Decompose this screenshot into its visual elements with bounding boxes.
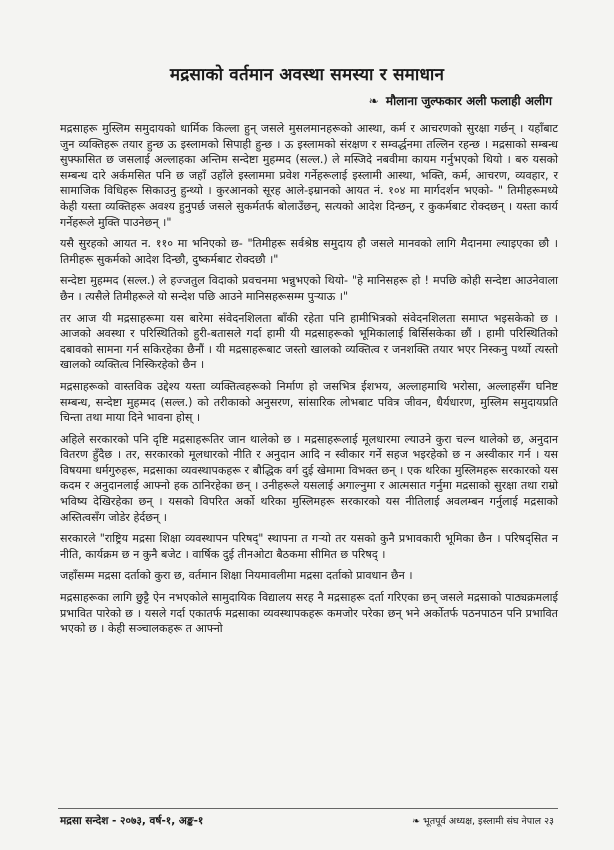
paragraph-6: अहिले सरकारको पनि दृष्टि मद्रसाहरूतिर जान थालेको छ । मद्रसाहरूलाई मूलधारमा ल्याउने कुरा चल्न थालेको छ, अनुदान वितरण हुँदैछ । तर, सरकारको मूलधारको नीति र अनुदान आदि न स्वीकार गर्ने सहज भइरहेको छ न अस्वीकार गर्न । यस विषयमा धर्मगुरुहरू, मद्रसाका व्यवस्थापकहरू र बौद्धिक वर्ग दुई खेमामा विभक्त छन् । एक थरिका मुस्लिमहरू सरकारको यस कदम र अनुदानलाई आफ्नो हक ठानिरहेका छन् । उनीहरूले यसलाई अगाल्नुमा र आत्मसात गर्नुमा मद्रसाको सुरक्षा तथा राम्रो भविष्य देखिरहेका छन् । यसको विपरित अर्को थरिका मुस्लिमहरू सरकारको यस नीतिलाई अवलम्बन गर्नुलाई मद्रसाको अस्तित्वसँग जोडेर हेर्दछन् ।: [60, 432, 558, 524]
author-line: [369, 92, 552, 109]
footer-divider: [58, 808, 558, 809]
footer-author-note: ❧ भूतपूर्व अध्यक्ष, इस्लामी संघ नेपाल २३: [412, 816, 554, 827]
article-title: मद्रसाको वर्तमान अवस्था समस्या र समाधान: [169, 65, 445, 85]
paragraph-4: तर आज यी मद्रसाहरूमा यस बारेमा संवेदनशिलता बाँकी रहेता पनि हामीभित्रको संवेदनशिलता समाप्त भइसकेको छ । आजको अवस्था र परिस्थितिको हुरी-बतासले गर्दा हामी यी मद्रसाहरूको भूमिकालाई बिर्सिसकेका छौं । हामी परिस्थितिको दबावको सामना गर्न सकिरहेका छैनौं । यी मद्रसाहरूबाट जस्तो खालको व्यक्तित्व र जनशक्ति तयार भएर निस्कनु पर्थ्यो त्यस्तो खालको व्यक्तित्व निस्किरहेको छैन ।: [60, 311, 558, 372]
paragraph-2: यसै सुरहको आयत न. ११० मा भनिएको छ- "तिमीहरू सर्वश्रेष्ठ समुदाय हौ जसले मानवको लागि मैदानमा ल्याइएका छौ । तिमीहरू सुकर्मको आदेश दिन्छौ, दुष्कर्मबाट रोक्दछौ ।": [60, 237, 558, 266]
paragraph-9: मद्रसाहरूका लागि छुट्टै ऐन नभएकोले सामुदायिक विद्यालय सरह नै मद्रसाहरू दर्ता गरिएका छन् जसले मद्रसाको पाठ्यक्रमलाई प्रभावित पारेको छ । यसले गर्दा एकातर्फ मद्रसाका व्यवस्थापकहरू कमजोर परेका छन् भने अर्कोतर्फ पठनपाठन पनि प्रभावित भएको छ । केही सञ्चालकहरू त आफ्नो: [60, 591, 558, 636]
footer-publication: मद्रसा सन्देश - २०७३, वर्ष-१, अङ्क-१: [60, 815, 204, 827]
paragraph-5: मद्रसाहरूको वास्तविक उद्देश्य यस्ता व्यक्तित्वहरूको निर्माण हो जसभित्र ईशभय, अल्लाहमाथि भरोसा, अल्लाहसँग घनिष्ट सम्बन्ध, सन्देष्टा मुहम्मद (सल्ल.) को तरीकाको अनुसरण, सांसारिक लोभबाट पवित्र जीवन, धैर्यधारण, मुस्लिम समुदायप्रति चिन्ता तथा माया दिने भावना होस् ।: [60, 379, 558, 425]
article-body: [60, 121, 558, 643]
paragraph-8: जहाँसम्म मद्रसा दर्ताको कुरा छ, वर्तमान शिक्षा नियमावलीमा मद्रसा दर्ताको प्रावधान छैन ।: [60, 569, 413, 583]
paragraph-1: मद्रसाहरू मुस्लिम समुदायको धार्मिक किल्ला हुन् जसले मुसलमानहरूको आस्था, कर्म र आचरणको सुरक्षा गर्छन् । यहाँबाट जुन व्यक्तिहरू तयार हुन्छ ऊ इस्लामको सिपाही हुन्छ । ऊ इस्लामको संरक्षण र सम्वर्द्धनमा तल्लिन रहन्छ । मद्रसाको सम्बन्ध सुफ्फासित छ जसलाई अल्लाहका अन्तिम सन्देष्टा मुहम्मद (सल्ल.) ले मस्जिदे नबवीमा कायम गर्नुभएको थियो । बरु यसको सम्बन्ध दारे अर्कमसित पनि छ जहाँ उहाँले इस्लाममा प्रवेश गर्नेहरूलाई इस्लामी आस्था, भक्ति, कर्म, आचरण, व्यवहार, र सामाजिक विधिहरू सिकाउनु हुन्थ्यो । कुरआनको सूरह आले-इम्रानको आयत नं. १०४ मा मार्गदर्शन भएको- " तिमीहरूमध्ये केही यस्ता व्यक्तिहरू अवश्य हुनुपर्छ जसले सुकर्मतर्फ बोलाउँछन्, सत्यको आदेश दिन्छन्, र कुकर्मबाट रोक्दछन् । यस्ता कार्य गर्नेहरूले मुक्ति पाउनेछन् ।": [60, 122, 558, 229]
author-marker: ❧: [368, 94, 379, 108]
author-name: मौलाना जुल्फकार अली फलाही अलीग: [385, 94, 552, 108]
paragraph-7: सरकारले "राष्ट्रिय मद्रसा शिक्षा व्यवस्थापन परिषद्" स्थापना त गऱ्यो तर यसको कुनै प्रभावकारी भूमिका छैन । परिषद्सित न नीति, कार्यक्रम छ न कुनै बजेट । वार्षिक दुई तीनओटा बैठकमा सीमित छ परिषद् ।: [60, 532, 558, 561]
paragraph-3: सन्देष्टा मुहम्मद (सल्ल.) ले हज्जतुल विदाको प्रवचनमा भन्नुभएको थियो- "हे मानिसहरू हो ! मपछि कोही सन्देष्टा आउनेवाला छैन । त्यसैले तिमीहरूले यो सन्देश पछि आउने मानिसहरूसम्म पुऱ्याऊ ।": [60, 274, 558, 303]
